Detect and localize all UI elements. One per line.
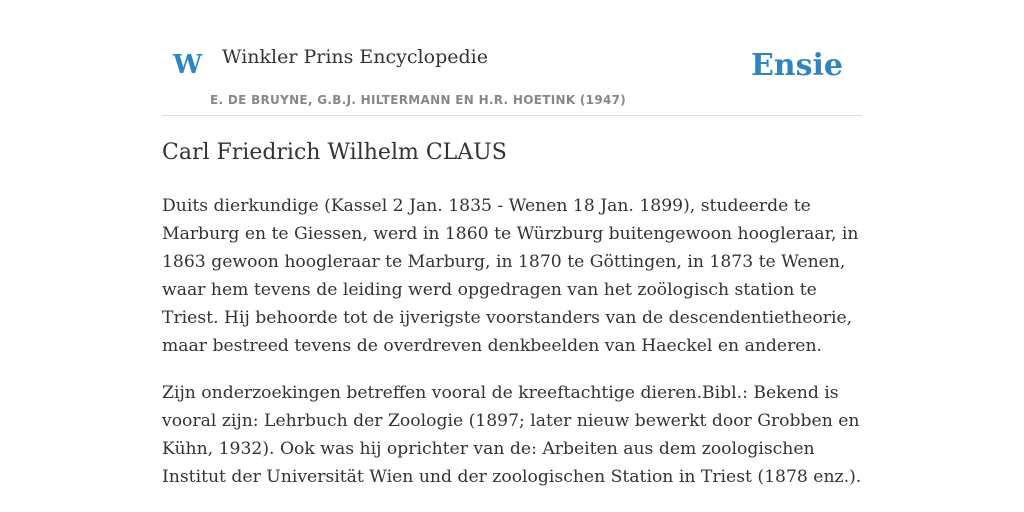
source-header	[162, 0, 862, 116]
article-page	[162, 0, 862, 487]
ensie-logo-link[interactable]: Ensie	[750, 48, 843, 83]
article-paragraph: Duits dierkundige (Kassel 2 Jan. 1835 - Wenen 18 Jan. 1899), studeerde te Marburg en te Giessen, werd in 1860 te Würzburg buitengewoon hoogleraar, in 1863 gewoon hoogleraar te Marburg, in 1870 te Göttingen, in 1873 te Wenen, waar hem tevens de leiding werd opgedragen van het zoölogisch station te Triest. Hij behoorde tot de ijverigste voorstanders van de descendentietheorie, maar bestreed tevens de overdreven denkbeelden van Haeckel en anderen.	[162, 196, 859, 356]
article-title: Carl Friedrich Wilhelm CLAUS	[162, 140, 507, 165]
winkler-prins-logo-icon[interactable]: W	[173, 50, 203, 80]
source-authors: E. DE BRUYNE, G.B.J. HILTERMANN EN H.R. HOETINK (1947)	[210, 93, 627, 107]
source-title-link[interactable]: Winkler Prins Encyclopedie	[222, 46, 488, 68]
article-paragraph: Zijn onderzoekingen betreffen vooral de kreeftachtige dieren.Bibl.: Bekend is vooral zijn: Lehrbuch der Zoologie (1897; later nieuw bewerkt door Grobben en Kühn, 1932). Ook was hij oprichter van de: Arbeiten aus dem zoologischen Institut der Universität Wien und der zoologischen Station in Triest (1878 enz.).	[162, 383, 862, 487]
